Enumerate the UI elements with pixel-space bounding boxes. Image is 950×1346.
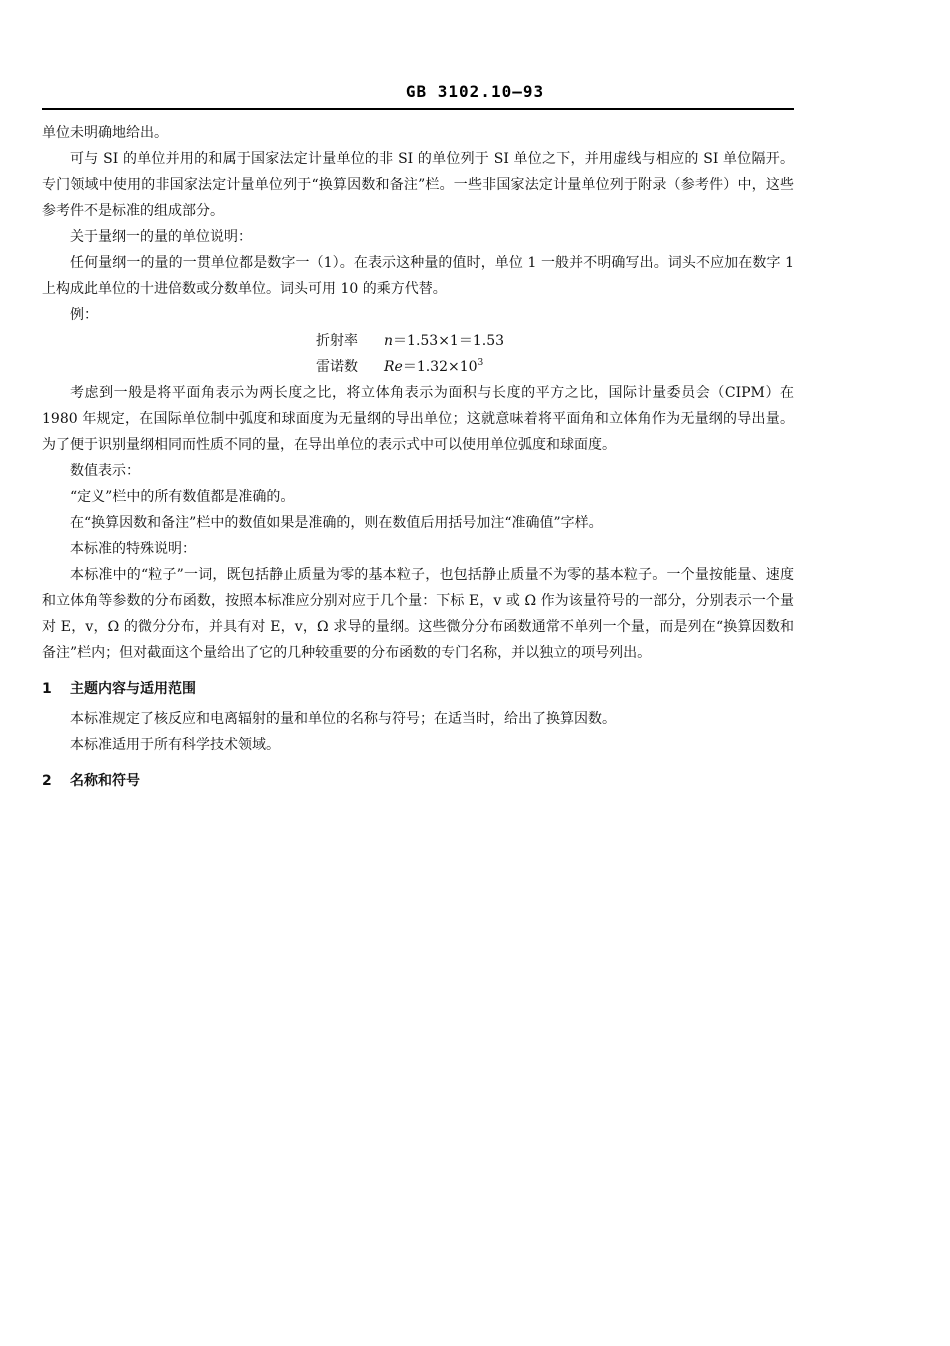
paragraph: 在“换算因数和备注”栏中的数值如果是准确的，则在数值后用括号加注“准确值”字样。 [70,515,603,531]
paragraph: 关于量纲一的量的单位说明： [70,229,252,245]
section-heading-1 [42,676,794,702]
example-expression: ＝1.53×1＝1.53 [393,333,505,349]
section-title: 名称和符号 [70,773,140,789]
section-title: 主题内容与适用范围 [70,681,196,697]
example-refractive-index [42,328,794,354]
paragraph: 任何量纲一的量的一贯单位都是数字一（1）。在表示这种量的值时，单位 1 一般并不明确写出。词头不应加在数字 1 上构成此单位的十进倍数或分数单位。词头可用 10 的乘方代替。 [42,255,794,297]
example-reynolds-number [42,354,794,380]
section-number: 2 [42,773,52,789]
example-label: 折射率 [316,333,358,349]
section-number: 1 [42,681,52,697]
header-rule [42,108,794,110]
paragraph: “定义”栏中的所有数值都是准确的。 [70,489,295,505]
example-symbol: n [384,333,394,349]
paragraph: 例： [70,307,98,323]
example-symbol: Re [384,359,403,375]
body-text [42,120,794,798]
example-label: 雷诺数 [316,359,358,375]
paragraph: 单位未明确地给出。 [42,125,168,141]
paragraph: 本标准规定了核反应和电离辐射的量和单位的名称与符号；在适当时，给出了换算因数。 [70,711,616,727]
paragraph: 可与 SI 的单位并用的和属于国家法定计量单位的非 SI 的单位列于 SI 单位之下，并用虚线与相应的 SI 单位隔开。专门领域中使用的非国家法定计量单位列于“换算因数和备注”栏。一些非国家法定计量单位列于附录（参考件）中，这些参考件不是标准的组成部分。 [42,151,794,219]
standard-code-header: GB 3102.10—93 [405,82,545,101]
paragraph: 考虑到一般是将平面角表示为两长度之比，将立体角表示为面积与长度的平方之比，国际计量委员会（CIPM）在 1980 年规定，在国际单位制中弧度和球面度为无量纲的导出单位；这就意味着将平面角和立体角作为无量纲的导出量。为了便于识别量纲相同而性质不同的量，在导出单位的表示式中可以使用单位弧度和球面度。 [42,385,794,453]
paragraph: 本标准的特殊说明： [70,541,196,557]
paragraph: 本标准适用于所有科学技术领域。 [70,737,280,753]
section-heading-2 [42,768,794,794]
paragraph: 本标准中的“粒子”一词，既包括静止质量为零的基本粒子，也包括静止质量不为零的基本粒子。一个量按能量、速度和立体角等参数的分布函数，按照本标准应分别对应于几个量：下标 E，v 或 Ω 作为该量符号的一部分，分别表示一个量对 E，v，Ω 的微分分布，并具有对 E，v，Ω 求导的量纲。这些微分分布函数通常不单列一个量，而是列在“换算因数和备注”栏内；但对截面这个量给出了它的几种较重要的分布函数的专门名称，并以独立的项号列出。 [42,567,794,661]
example-exponent: 3 [477,358,484,368]
paragraph: 数值表示： [70,463,140,479]
example-expression: ＝1.32×10 [402,359,478,375]
